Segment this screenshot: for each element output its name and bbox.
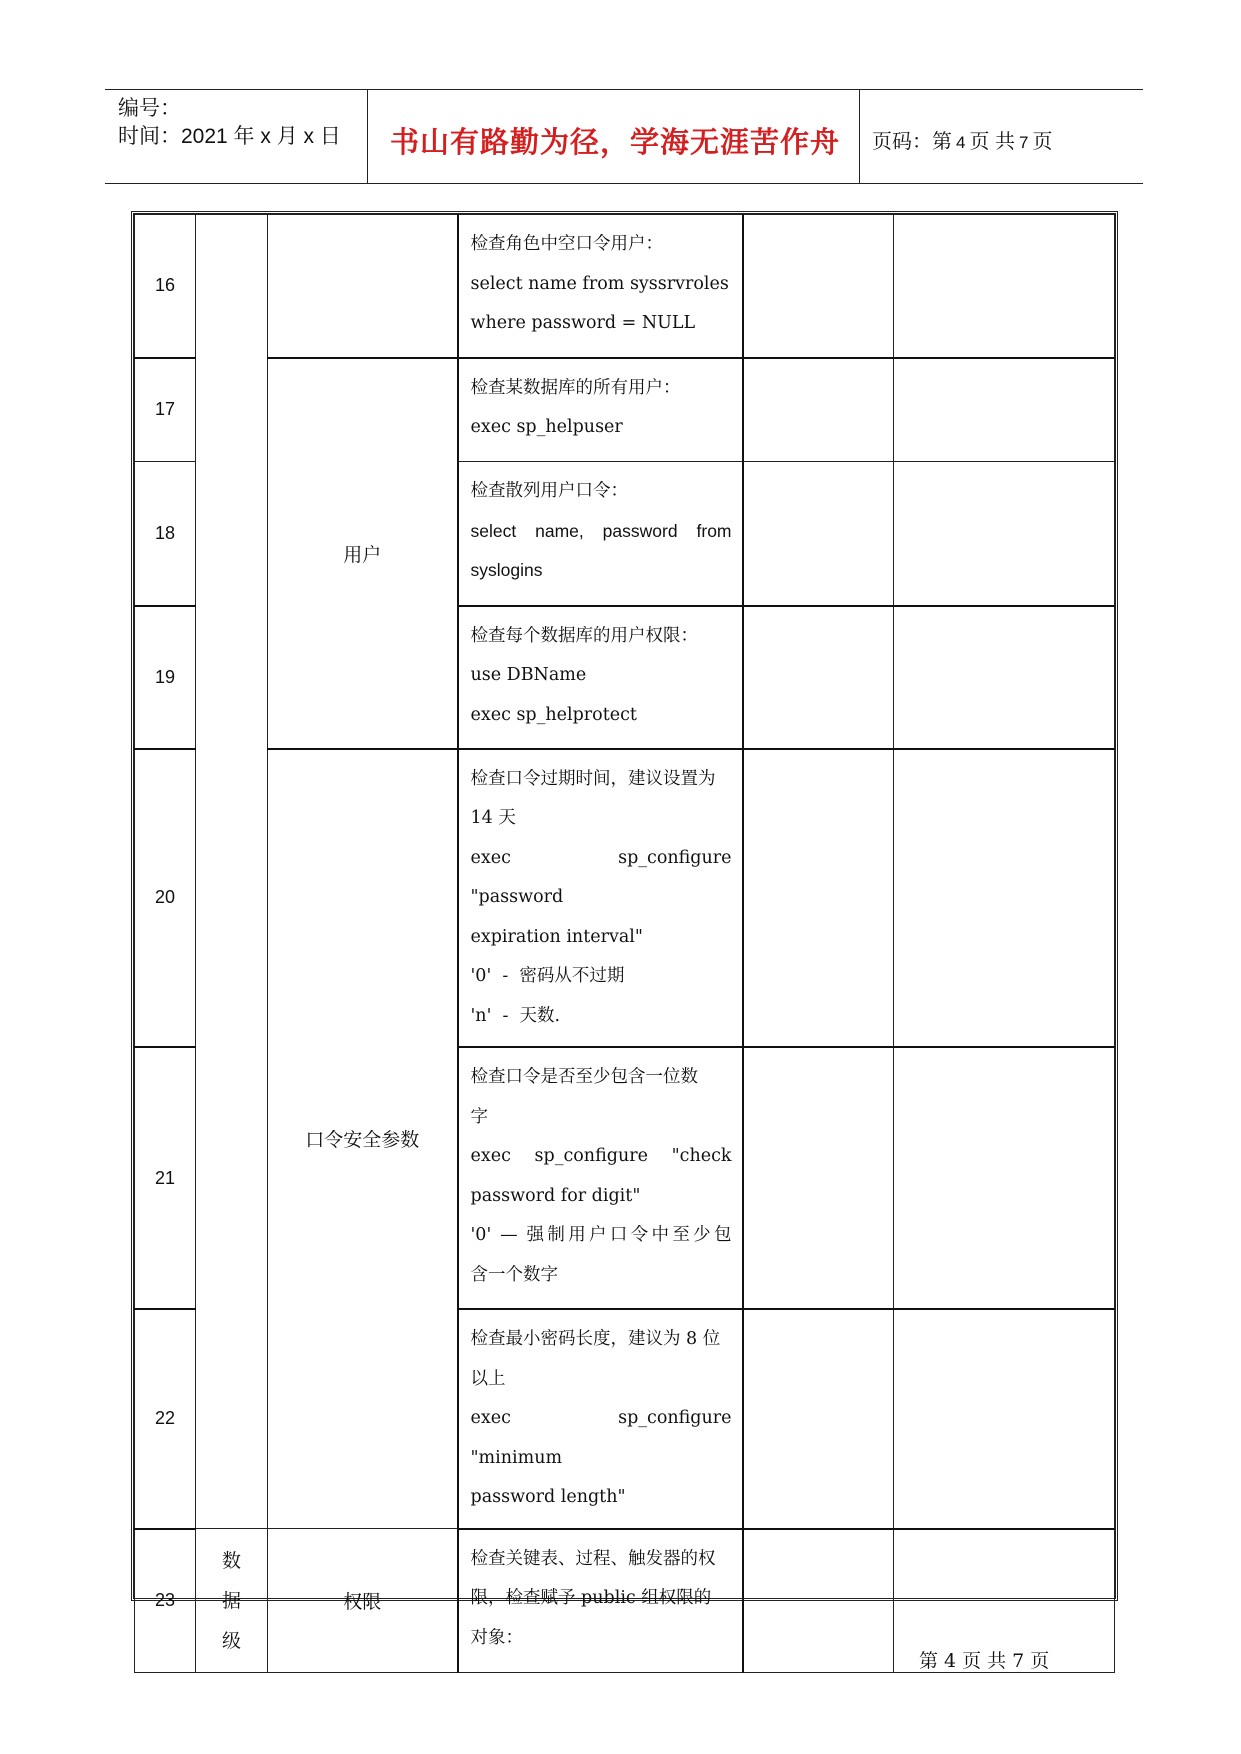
result-cell[interactable]	[743, 215, 894, 358]
remark-cell[interactable]	[894, 358, 1115, 462]
content-line: exec sp_helprotect	[470, 704, 637, 725]
content-line: 14 天	[470, 808, 516, 828]
group-char: 数	[221, 1549, 241, 1572]
header-top-rule	[105, 89, 1143, 90]
check-content	[458, 606, 743, 749]
footer-middle: 页 共	[962, 1650, 1007, 1672]
content-line: 以上	[470, 1368, 506, 1389]
content-line: 检查散列用户口令：	[470, 481, 628, 501]
remark-cell[interactable]	[894, 749, 1115, 1048]
content-line: 检查口令过期时间，建议设置为	[470, 768, 716, 789]
header-page-middle: 页 共	[969, 131, 1016, 153]
content-line: select name, password from	[470, 520, 732, 541]
category-cell: 口令安全参数	[268, 749, 458, 1529]
content-line: 检查某数据库的所有用户：	[470, 377, 681, 398]
footer-current-page: 4	[944, 1650, 957, 1672]
row-number: 19	[135, 606, 196, 749]
content-line: syslogins	[470, 560, 543, 580]
remark-cell[interactable]	[894, 462, 1115, 606]
content-line: use DBName	[470, 665, 587, 685]
content-line: expiration interval"	[470, 926, 643, 947]
content-line: exec sp_helpuser	[470, 417, 623, 437]
content-line: 检查关键表、过程、触发器的权	[470, 1548, 716, 1569]
check-content	[458, 1047, 743, 1309]
group-char: 级	[221, 1629, 241, 1652]
content-line: 'n' - 天数.	[470, 1005, 561, 1026]
content-line: 对象：	[470, 1627, 523, 1648]
footer-suffix: 页	[1030, 1650, 1050, 1672]
result-cell[interactable]	[743, 606, 894, 749]
header-page-total: 7	[1019, 133, 1029, 152]
table-row	[135, 358, 1115, 462]
footer-total-pages: 7	[1012, 1650, 1025, 1672]
content-line: password length"	[470, 1487, 626, 1507]
header-motto: 书山有路勤为径，学海无涯苦作舟	[389, 125, 840, 159]
result-cell[interactable]	[743, 1047, 894, 1309]
content-line: 检查角色中空口令用户：	[470, 234, 663, 254]
security-check-table	[131, 211, 1118, 1652]
category-cell	[268, 215, 458, 358]
category-cell: 用户	[268, 358, 458, 749]
category-cell: 权限	[268, 1529, 458, 1673]
result-cell[interactable]	[743, 749, 894, 1048]
content-line: where password = NULL	[470, 313, 696, 333]
result-cell[interactable]	[743, 358, 894, 462]
check-content	[458, 749, 743, 1048]
group-cell-empty	[196, 215, 268, 1529]
group-char: 据	[221, 1589, 241, 1612]
remark-cell[interactable]	[894, 1309, 1115, 1529]
header-divider-left	[367, 89, 368, 183]
content-line: 限，检查赋予 public 组权限的	[470, 1588, 712, 1608]
row-number: 22	[135, 1309, 196, 1529]
content-line: 含一个数字	[470, 1264, 558, 1285]
content-line: password for digit"	[470, 1185, 641, 1206]
content-line: 检查每个数据库的用户权限：	[470, 625, 698, 646]
document-number-label: 编号：	[118, 97, 181, 120]
header-bottom-rule	[105, 183, 1143, 184]
content-line: 字	[470, 1106, 488, 1127]
content-line: 检查口令是否至少包含一位数	[470, 1067, 698, 1087]
check-content	[458, 358, 743, 462]
row-number: 16	[135, 215, 196, 358]
content-line: '0' — 强制用户口令中至少包	[470, 1225, 732, 1245]
header-page-suffix: 页	[1032, 131, 1053, 153]
content-line: select name from syssrvroles	[470, 273, 729, 294]
content-line: 检查最小密码长度，建议为 8 位	[470, 1329, 721, 1349]
row-number: 17	[135, 358, 196, 462]
result-cell[interactable]	[743, 1529, 894, 1673]
check-content	[458, 462, 743, 606]
header-page-current: 4	[956, 133, 966, 152]
header-page-indicator	[872, 125, 1053, 154]
result-cell[interactable]	[743, 1309, 894, 1529]
content-line: exec sp_configure "password	[470, 847, 743, 907]
row-number: 20	[135, 749, 196, 1048]
check-content	[458, 215, 743, 358]
remark-cell[interactable]	[894, 1047, 1115, 1309]
remark-cell[interactable]	[894, 606, 1115, 749]
content-line: '0' - 密码从不过期	[470, 966, 625, 986]
result-cell[interactable]	[743, 462, 894, 606]
row-number: 18	[135, 462, 196, 606]
content-line: exec sp_configure "check	[470, 1146, 732, 1166]
document-time-label: 时间：2021 年 x 月 x 日	[118, 125, 341, 148]
footer-prefix: 第	[919, 1650, 939, 1672]
check-content	[458, 1529, 743, 1673]
row-number: 23	[135, 1529, 196, 1673]
row-number: 21	[135, 1047, 196, 1309]
header-page-prefix: 页码：第	[872, 131, 952, 153]
check-content	[458, 1309, 743, 1529]
group-cell-data-level	[196, 1529, 268, 1673]
remark-cell[interactable]	[894, 215, 1115, 358]
table-row	[135, 215, 1115, 358]
table-row	[135, 749, 1115, 1048]
page-footer	[919, 1646, 1055, 1673]
content-line: exec sp_configure "minimum	[470, 1408, 743, 1468]
